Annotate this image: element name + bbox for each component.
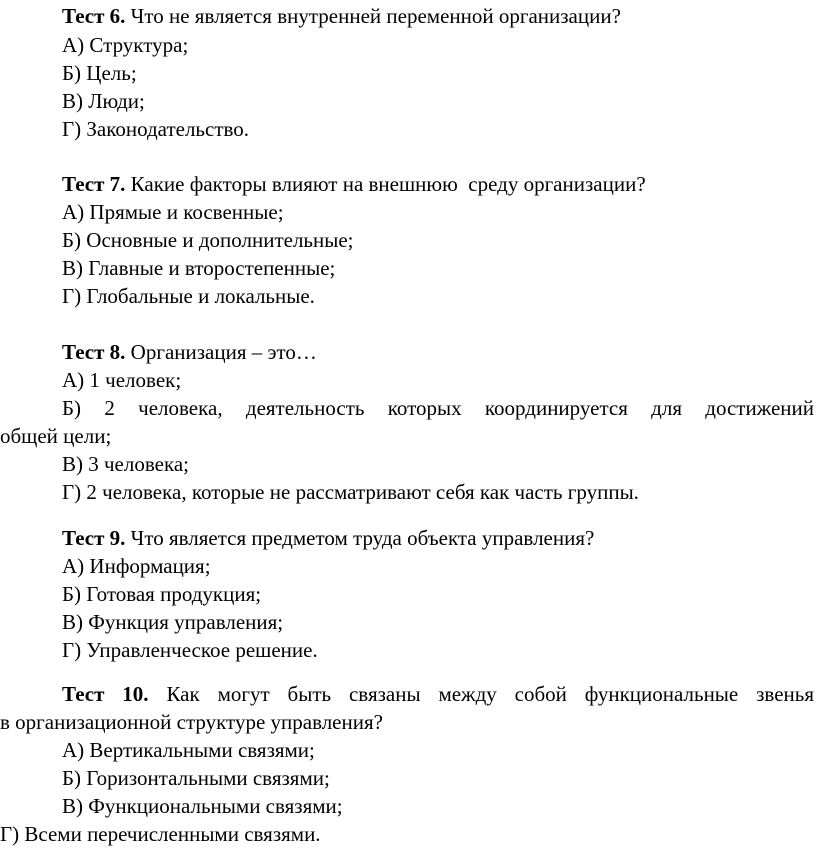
test-7-question — [0, 170, 816, 198]
test-6-answer-b: Б) Цель; — [62, 61, 137, 85]
test-7-label: Тест 7. — [62, 172, 126, 196]
test-6-question-text: Что не является внутренней переменной организации? — [130, 4, 621, 28]
test-9-label: Тест 9. — [62, 526, 126, 550]
test-8-answer-b-cont: общей цели; — [0, 424, 112, 448]
test-8-answer-c: В) 3 человека; — [62, 452, 190, 476]
test-8-answer-d: Г) 2 человека, которые не рассматривают себя как часть группы. — [62, 480, 639, 504]
test-9-answer-c: В) Функция управления; — [62, 610, 284, 634]
test-10-label: Тест 10. — [62, 682, 149, 706]
test-10-question-cont: в организационной структуре управления? — [0, 710, 383, 734]
test-7-answer-a: А) Прямые и косвенные; — [62, 200, 284, 224]
test-7-answer-c: В) Главные и второстепенные; — [62, 256, 336, 280]
test-10-question — [0, 680, 816, 708]
test-6-label: Тест 6. — [62, 4, 126, 28]
test-9-answer-d: Г) Управленческое решение. — [62, 638, 318, 662]
test-9-question — [0, 524, 816, 552]
test-6-answer-d: Г) Законодательство. — [62, 117, 250, 141]
test-9-answer-b: Б) Готовая продукция; — [62, 582, 262, 606]
test-9-question-text: Что является предметом труда объекта управления? — [130, 526, 595, 550]
test-10-answer-d: Г) Всеми перечисленными связями. — [0, 822, 321, 846]
test-7-answer-b: Б) Основные и дополнительные; — [62, 228, 354, 252]
test-10-question-text: Как могут быть связаны между собой функциональные звенья — [166, 682, 815, 706]
test-8-answer-b: Б) 2 человека, деятельность которых координируется для достижений — [62, 396, 814, 420]
test-10-answer-c: В) Функциональными связями; — [62, 794, 343, 818]
test-10-answer-b: Б) Горизонтальными связями; — [62, 766, 330, 790]
test-6-answer-c: В) Люди; — [62, 89, 145, 113]
test-7-answer-d: Г) Глобальные и локальные. — [62, 284, 315, 308]
test-8-question-text: Организация – это… — [130, 340, 317, 364]
test-8-question — [0, 338, 816, 366]
test-6-question — [0, 2, 816, 30]
test-6-answer-a: А) Структура; — [62, 33, 189, 57]
test-9-answer-a: А) Информация; — [62, 554, 211, 578]
test-7-question-text: Какие факторы влияют на внешнюю среду организации? — [130, 172, 646, 196]
test-8-label: Тест 8. — [62, 340, 126, 364]
test-10-answer-a: А) Вертикальными связями; — [62, 738, 315, 762]
test-8-answer-a: А) 1 человек; — [62, 368, 182, 392]
